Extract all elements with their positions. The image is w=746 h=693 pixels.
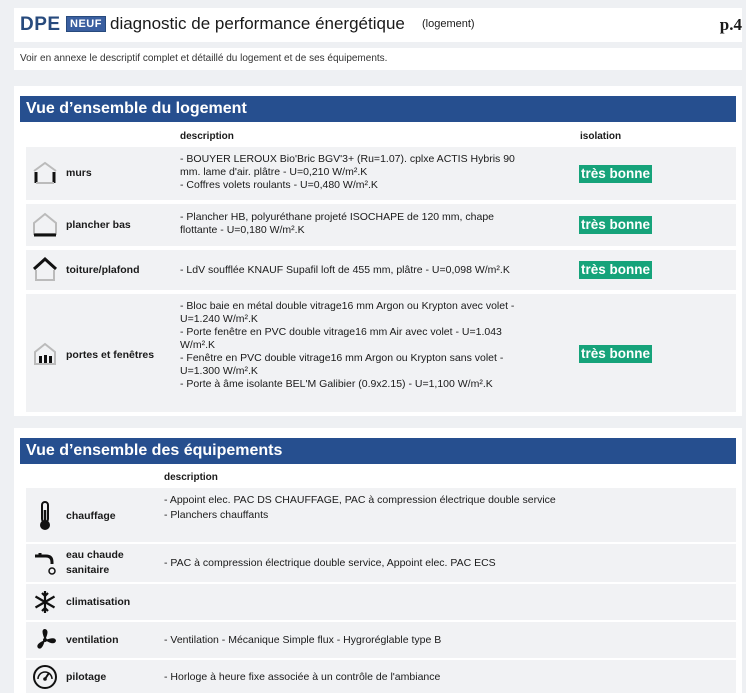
murs-description: - BOUYER LEROUX Bio'Bric BGV'3+ (Ru=1.07). cplxe ACTIS Hybris 90 mm. lame d'air. plâtre - U=0,210 W/m².K - Coffres volets roulants - U=0,480 W/m².K bbox=[180, 153, 515, 191]
portes-fenetres-description: - Bloc baie en métal double vitrage16 mm Argon ou Krypton avec volet - U=1.240 W/m².K - Porte fenêtre en PVC double vitrage16 mm Air avec volet - U=1.043 W/m².K - Fenêtre en PVC double vitrage16 mm Argon ou Krypton sans volet - U=1.300 W/m².K - Porte à âme isolante BEL'M Galibier (0.9x2.15) - U=1,100 W/m².K bbox=[180, 300, 515, 390]
eau-chaude-label-line1: eau chaude bbox=[66, 549, 124, 561]
ventilation-label: ventilation bbox=[66, 634, 119, 646]
logement-row-murs bbox=[26, 147, 736, 200]
floor-icon bbox=[32, 212, 58, 243]
wall-icon bbox=[32, 161, 58, 190]
equip-row-pilotage bbox=[26, 660, 736, 693]
equipements-col-description: description bbox=[164, 472, 218, 483]
pilotage-label: pilotage bbox=[66, 671, 107, 683]
toiture-description: - LdV soufflée KNAUF Supafil loft de 455 mm, plâtre - U=0,098 W/m².K bbox=[180, 264, 510, 276]
header-bar bbox=[14, 8, 742, 42]
logement-row-toiture bbox=[26, 250, 736, 290]
page-number: p.4 bbox=[719, 15, 742, 34]
eau-chaude-label-line2: sanitaire bbox=[66, 564, 110, 576]
equipements-section-title: Vue d’ensemble des équipements bbox=[20, 438, 736, 464]
toiture-rating-badge: très bonne bbox=[581, 262, 651, 277]
equip-row-chauffage bbox=[26, 488, 736, 542]
chauffage-label: chauffage bbox=[66, 510, 116, 522]
fan-icon bbox=[32, 627, 58, 658]
annex-note-box bbox=[14, 48, 742, 70]
faucet-icon bbox=[32, 550, 58, 583]
page-subtitle: (logement) bbox=[422, 18, 475, 30]
logement-section-title: Vue d’ensemble du logement bbox=[20, 96, 736, 122]
pilotage-description: - Horloge à heure fixe associée à un contrôle de l'ambiance bbox=[164, 671, 441, 683]
dpe-logo: DPE bbox=[20, 14, 61, 35]
logement-section bbox=[14, 86, 742, 416]
roof-icon bbox=[32, 256, 58, 287]
snowflake-icon bbox=[32, 589, 58, 620]
plancher-bas-description: - Plancher HB, polyuréthane projeté ISOCHAPE de 120 mm, chape flottante - U=0,180 W/m².K bbox=[180, 211, 494, 236]
logement-col-isolation: isolation bbox=[580, 131, 622, 142]
equipements-section bbox=[14, 428, 742, 693]
thermometer-icon bbox=[32, 500, 58, 537]
logement-col-description: description bbox=[180, 131, 234, 142]
plancher-bas-label: plancher bas bbox=[66, 219, 131, 231]
equip-row-ventilation bbox=[26, 622, 736, 658]
eau-chaude-description: - PAC à compression électrique double service, Appoint elec. PAC ECS bbox=[164, 557, 496, 569]
window-icon bbox=[32, 342, 58, 371]
murs-rating-badge: très bonne bbox=[581, 166, 651, 181]
portes-fenetres-rating-badge: très bonne bbox=[581, 346, 651, 361]
toiture-label: toiture/plafond bbox=[66, 264, 140, 276]
annex-note: Voir en annexe le descriptif complet et détaillé du logement et de ses équipements. bbox=[20, 53, 388, 64]
plancher-bas-rating-badge: très bonne bbox=[581, 217, 651, 232]
gauge-icon bbox=[32, 664, 58, 693]
page-title: diagnostic de performance énergétique bbox=[110, 14, 405, 33]
logement-row-plancher-bas bbox=[26, 204, 736, 246]
logement-row-portes-fenetres bbox=[26, 294, 736, 412]
portes-fenetres-label: portes et fenêtres bbox=[66, 349, 155, 361]
murs-label: murs bbox=[66, 167, 92, 179]
chauffage-description: - Appoint elec. PAC DS CHAUFFAGE, PAC à compression électrique double service - Planchers chauffants bbox=[164, 494, 556, 521]
climatisation-label: climatisation bbox=[66, 596, 131, 608]
equip-row-eau-chaude bbox=[26, 544, 736, 582]
equip-row-climatisation bbox=[26, 584, 736, 620]
ventilation-description: - Ventilation - Mécanique Simple flux - Hygroréglable type B bbox=[164, 634, 442, 646]
neuf-badge: NEUF bbox=[66, 16, 106, 32]
